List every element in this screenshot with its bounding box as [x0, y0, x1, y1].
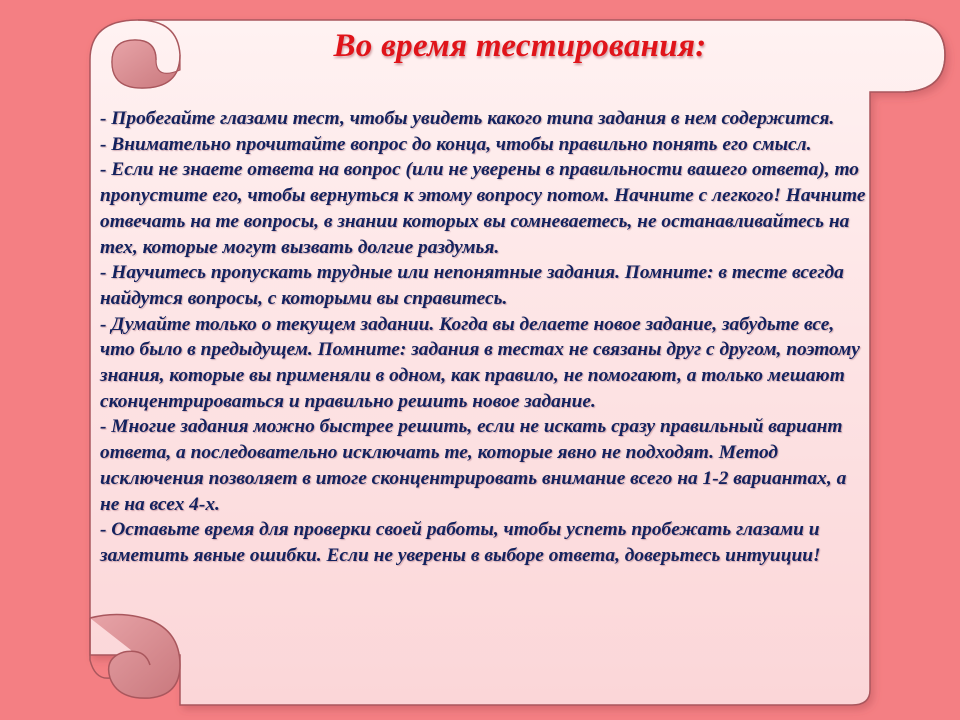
tip-paragraph: - Внимательно прочитайте вопрос до конца, чтобы правильно понять его смысл. [100, 133, 812, 155]
tip-paragraph: - Если не знаете ответа на вопрос (или не уверены в правильности вашего ответа), то пропустите его, чтобы вернуться к этому вопросу потом. Начните с легкого! Начните отвечать на те вопросы, в знании которых вы сомневаетесь, не останавливайтесь на тех, которые могут вызвать долгие раздумья. [100, 159, 866, 258]
tip-paragraph: - Думайте только о текущем задании. Когда вы делаете новое задание, забудьте все, что было в предыдущем. Помните: задания в тестах не связаны друг с другом, поэтому знания, которые вы применяли в одном, как правило, не помогают, а только мешают сконцентрироваться и правильно решить новое задание. [100, 313, 860, 412]
tip-paragraph: - Научитесь пропускать трудные или непонятные задания. Помните: в тесте всегда найдутся вопросы, с которыми вы справитесь. [100, 262, 844, 309]
tips-text [100, 106, 868, 569]
page-title: Во время тестирования: [333, 28, 707, 64]
tip-paragraph: - Пробегайте глазами тест, чтобы увидеть какого типа задания в нем содержится. [100, 108, 835, 129]
tip-paragraph: - Оставьте время для проверки своей работы, чтобы успеть пробежать глазами и заметить явные ошибки. Если не уверены в выборе ответа, доверьтесь интуиции! [100, 519, 821, 566]
tip-paragraph: - Многие задания можно быстрее решить, если не искать сразу правильный вариант ответа, а последовательно исключать те, которые явно не подходят. Метод исключения позволяет в итоге сконцентрировать внимание всего на 1-2 вариантах, а не на всех 4-х. [100, 416, 847, 515]
